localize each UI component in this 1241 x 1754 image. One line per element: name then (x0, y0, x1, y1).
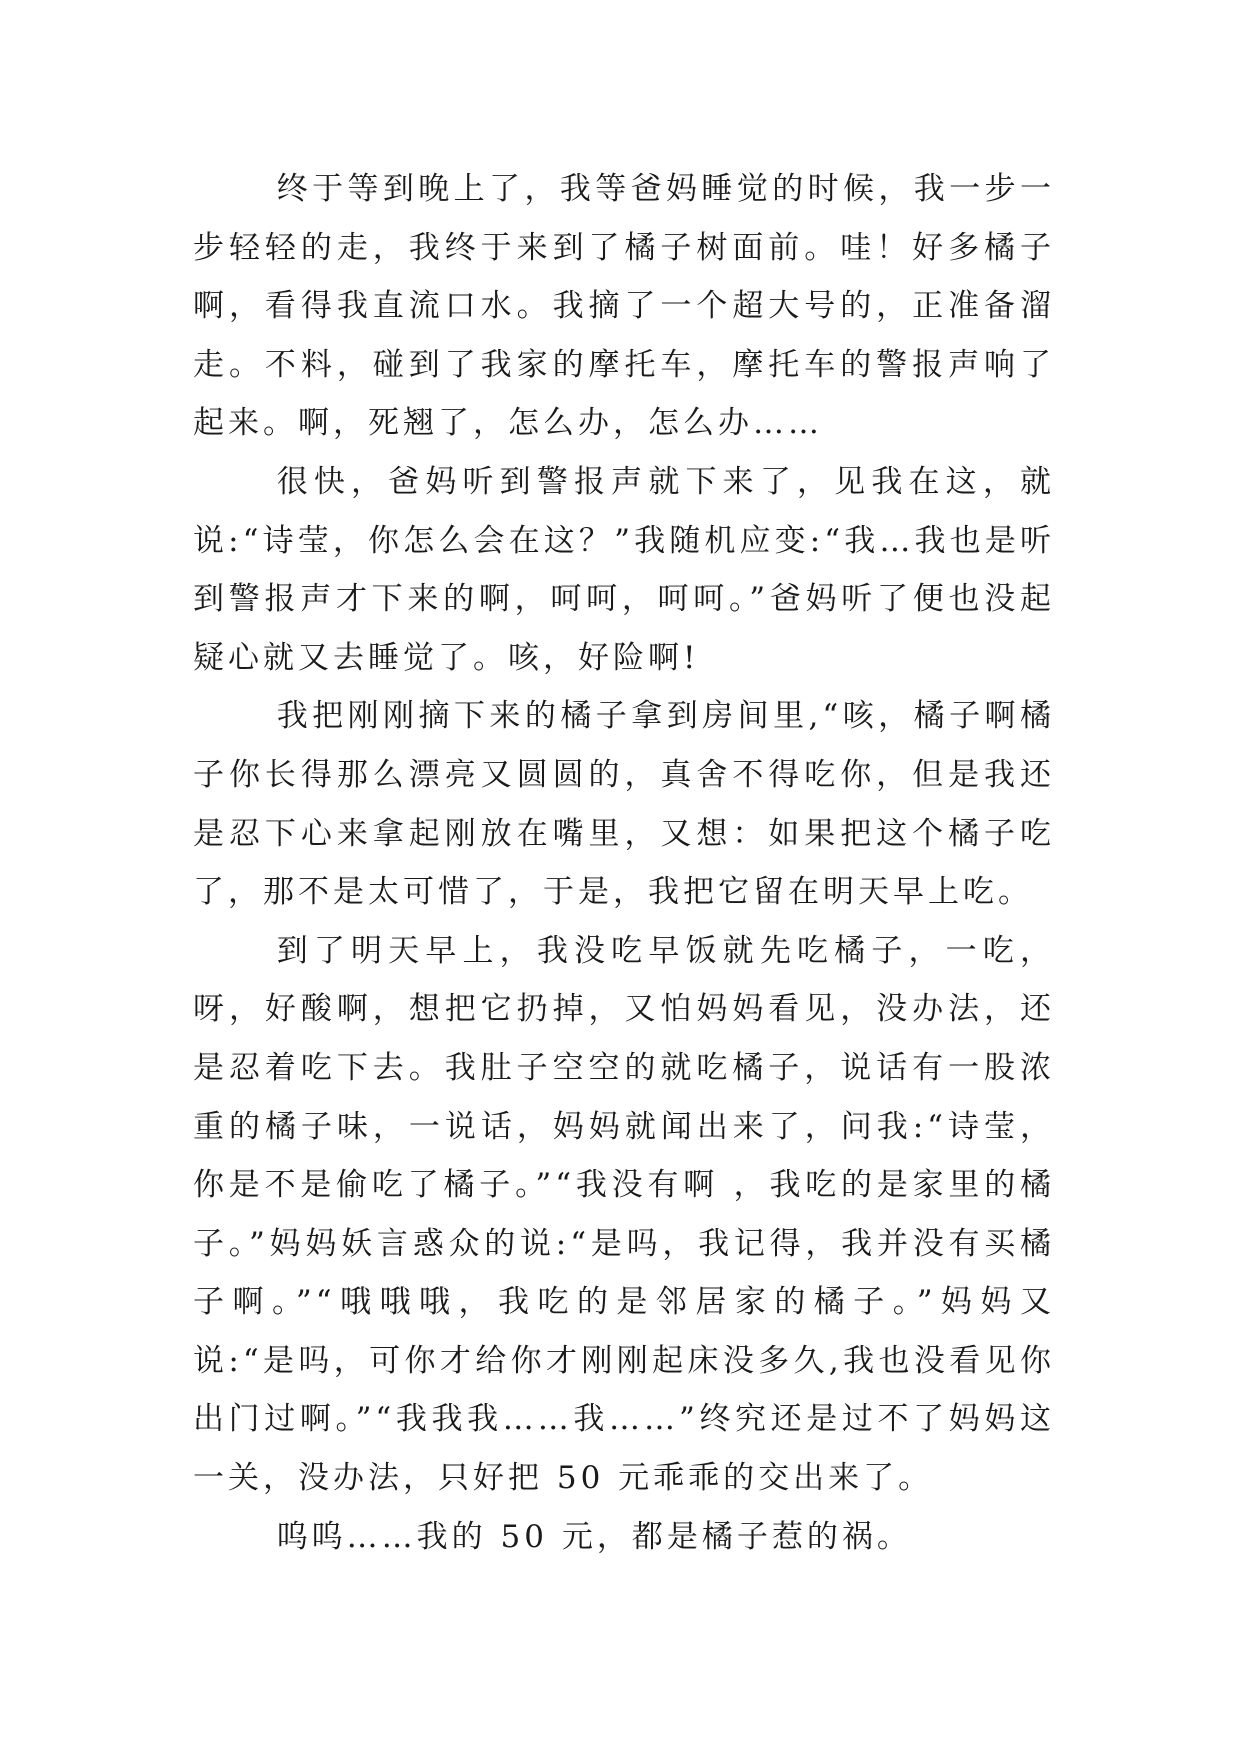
document-body (193, 160, 1055, 1566)
paragraph-4: 到了明天早上，我没吃早饭就先吃橘子，一吃，呀，好酸啊，想把它扔掉，又怕妈妈看见，没办法，还是忍着吃下去。我肚子空空的就吃橘子，说话有一股浓重的橘子味，一说话，妈妈就闻出来了，问我:“诗莹，你是不是偷吃了橘子。”“我没有啊 ，我吃的是家里的橘子。”妈妈妖言惑众的说:“是吗，我记得，我并没有买橘子啊。”“哦哦哦，我吃的是邻居家的橘子。”妈妈又说:“是吗，可你才给你才刚刚起床没多久,我也没看见你出门过啊。”“我我我……我……”终究还是过不了妈妈这一关，没办法，只好把 50 元乖乖的交出来了。 (193, 932, 1055, 1497)
paragraph-3: 我把刚刚摘下来的橘子拿到房间里,“咳，橘子啊橘子你长得那么漂亮又圆圆的，真舍不得吃你，但是我还是忍下心来拿起刚放在嘴里，又想：如果把这个橘子吃了，那不是太可惜了，于是，我把它留在明天早上吃。 (193, 698, 1055, 911)
paragraph-1: 终于等到晚上了，我等爸妈睡觉的时候，我一步一步轻轻的走，我终于来到了橘子树面前。哇！好多橘子啊，看得我直流口水。我摘了一个超大号的，正准备溜走。不料，碰到了我家的摩托车，摩托车的警报声响了起来。啊，死翘了，怎么办，怎么办…… (193, 171, 1055, 442)
paragraph-5: 呜呜……我的 50 元，都是橘子惹的祸。 (276, 1518, 912, 1555)
paragraph-2: 很快，爸妈听到警报声就下来了，见我在这，就说:“诗莹，你怎么会在这？”我随机应变:“我…我也是听到警报声才下来的啊，呵呵，呵呵。”爸妈听了便也没起疑心就又去睡觉了。咳，好险啊! (193, 463, 1055, 676)
